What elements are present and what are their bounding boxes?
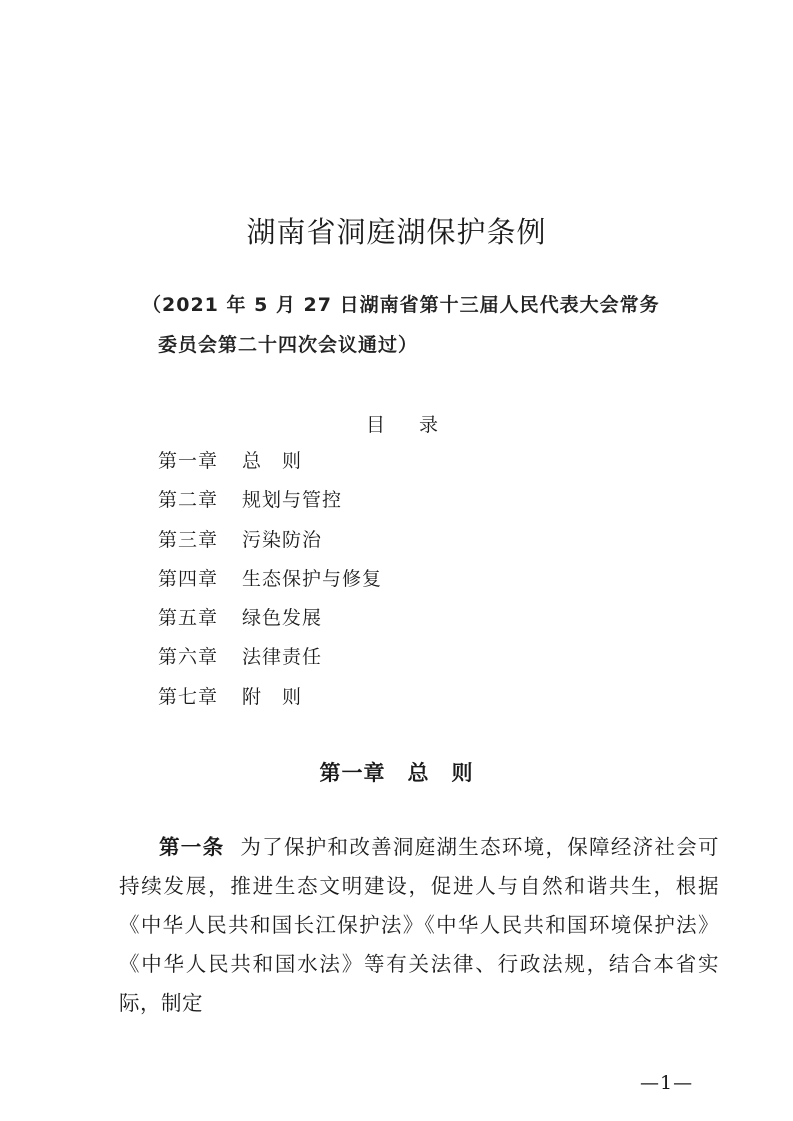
toc-item — [158, 487, 382, 526]
toc-item — [158, 644, 382, 683]
toc-chapter-title: 附 则 — [242, 685, 303, 708]
toc-chapter-title: 绿色发展 — [242, 607, 323, 630]
table-of-contents — [158, 448, 382, 723]
toc-item — [158, 448, 382, 487]
toc-chapter-title: 污染防治 — [242, 528, 323, 551]
toc-chapter-title: 法律责任 — [242, 646, 323, 669]
document-title: 湖南省洞庭湖保护条例 — [246, 215, 547, 249]
page-number: —1— — [640, 1072, 694, 1094]
article-text: 为了保护和改善洞庭湖生态环境，保障经济社会可持续发展，推进生态文明建设，促进人与自然和谐共生，根据《中华人民共和国长江保护法》《中华人民共和国环境保护法》《中华人民共和国水法》等有关法律、行政法规，结合本省实际，制定 — [119, 835, 719, 1015]
toc-chapter-title: 生态保护与修复 — [242, 567, 383, 590]
article-paragraph — [119, 828, 719, 1023]
toc-item — [158, 566, 382, 605]
adoption-note-line-2: 委员会第二十四次会议通过） — [158, 334, 419, 356]
toc-chapter-number: 第二章 — [158, 489, 219, 512]
toc-item — [158, 684, 382, 723]
toc-chapter-number: 第三章 — [158, 528, 219, 551]
toc-chapter-title: 规划与管控 — [242, 489, 343, 512]
toc-chapter-number: 第五章 — [158, 607, 219, 630]
toc-chapter-number: 第七章 — [158, 685, 219, 708]
chapter-heading: 第一章 总 则 — [319, 761, 474, 785]
article-number: 第一条 — [159, 835, 225, 859]
toc-chapter-title: 总 则 — [242, 450, 303, 472]
toc-item — [158, 527, 382, 566]
toc-item — [158, 605, 382, 644]
toc-chapter-number: 第一章 — [158, 450, 219, 472]
toc-chapter-number: 第四章 — [158, 567, 219, 590]
toc-heading: 目 录 — [366, 414, 441, 436]
toc-chapter-number: 第六章 — [158, 646, 219, 669]
adoption-note-line-1: （2021 年 5 月 27 日湖南省第十三届人民代表大会常务 — [142, 294, 660, 316]
